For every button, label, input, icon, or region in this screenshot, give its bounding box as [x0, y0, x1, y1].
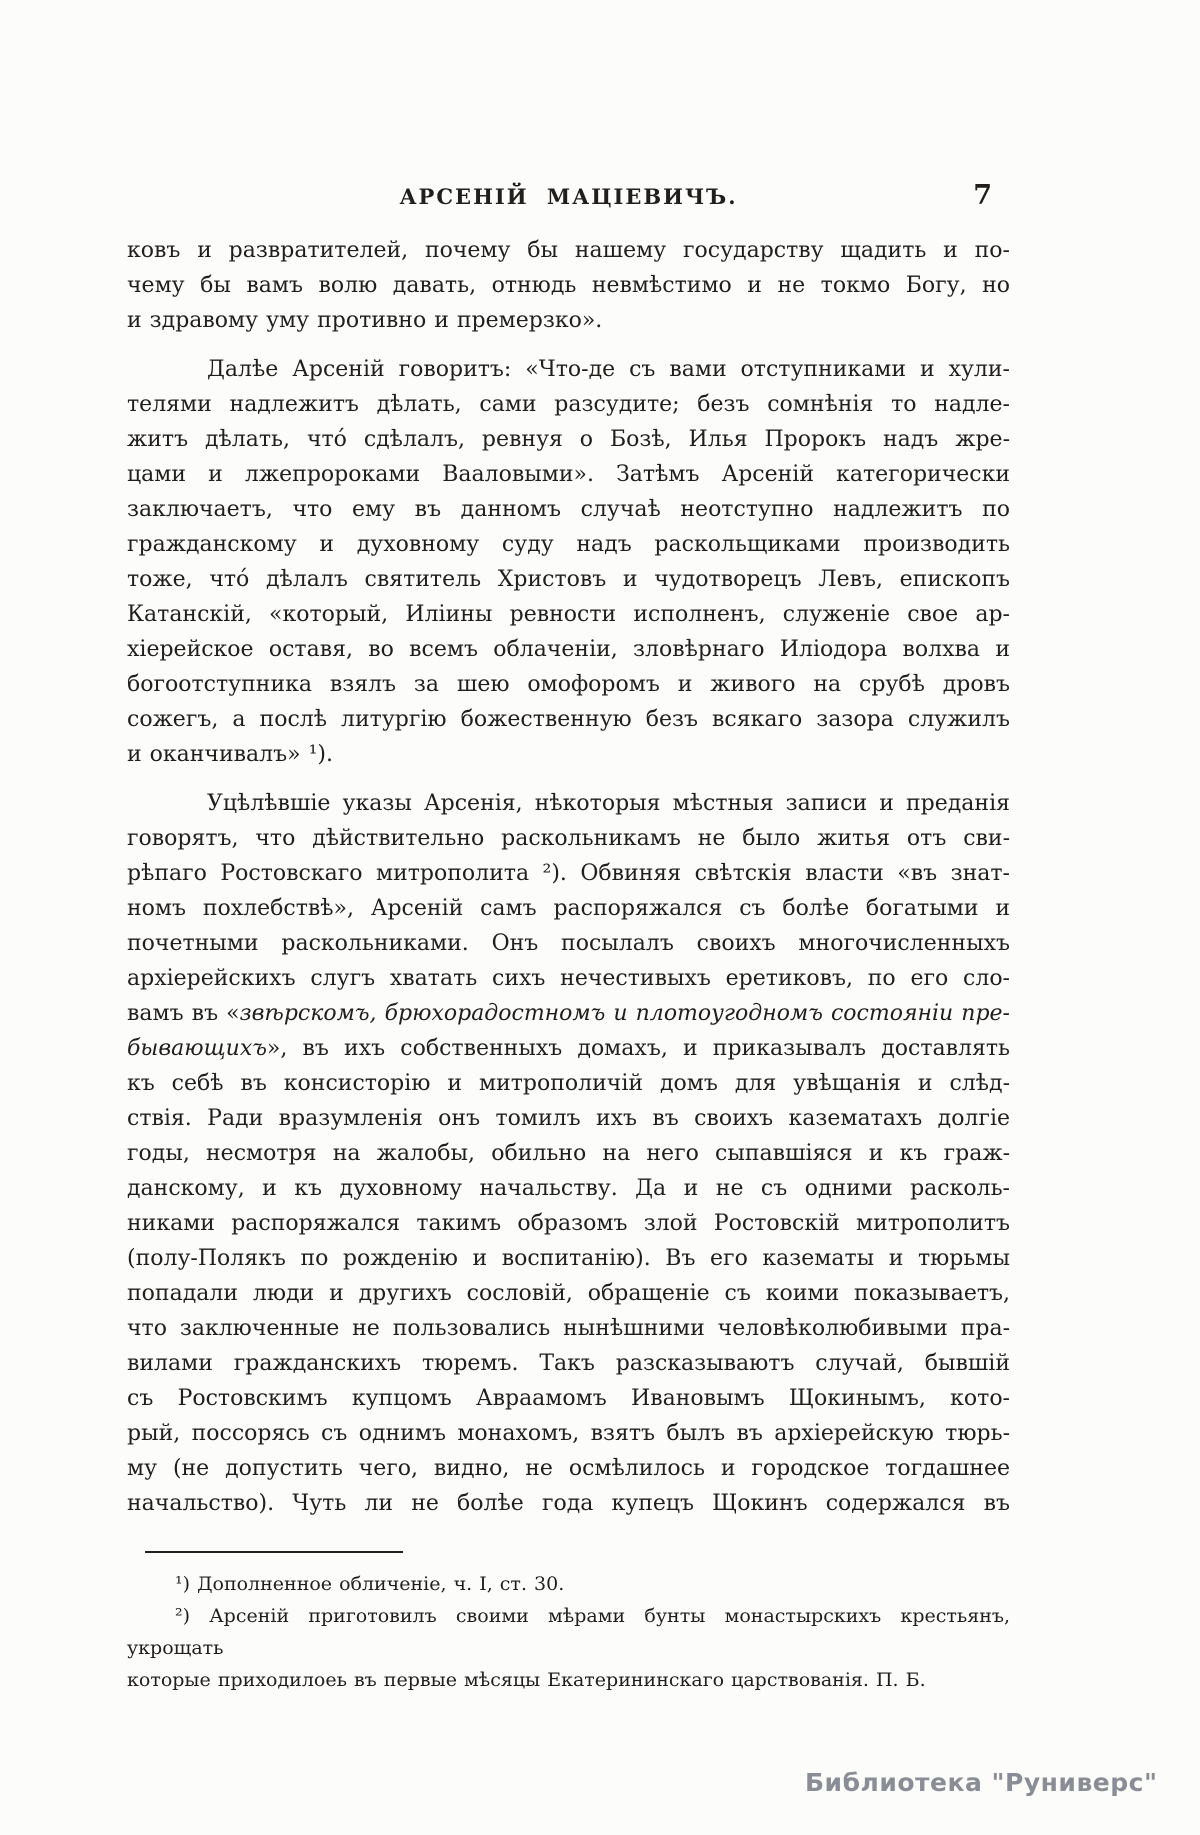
text-segment: вамъ въ «: [127, 1001, 240, 1026]
text-line: [127, 926, 1010, 961]
text-segment: и здравому уму противно и премерзко».: [127, 308, 603, 333]
italic-text: бывающихъ: [127, 1036, 267, 1061]
text-segment: ковъ и развратителей, почему бы нашему государству щадить и по-: [127, 238, 1010, 263]
text-line: [127, 1451, 1010, 1486]
text-segment: попадали люди и другихъ сословій, обращеніе съ коими показываетъ,: [127, 1281, 1010, 1306]
text-line: [127, 1241, 1010, 1276]
text-line: [127, 1416, 1010, 1451]
text-line: [127, 1171, 1010, 1206]
text-line: [127, 597, 1010, 632]
text-line: [127, 562, 1010, 597]
text-line: [127, 457, 1010, 492]
text-line: [127, 233, 1010, 268]
text-line: [127, 1311, 1010, 1346]
page-number: 7: [973, 180, 992, 211]
text-line: [127, 891, 1010, 926]
text-segment: Далѣе Арсеній говоритъ: «Что-де съ вами отступниками и хули-: [207, 357, 1010, 382]
text-line: [127, 856, 1010, 891]
text-line: [127, 821, 1010, 856]
text-line: [127, 961, 1010, 996]
text-line: [127, 1206, 1010, 1241]
page-header: [127, 180, 1010, 211]
text-segment: и оканчивалъ» ¹).: [127, 742, 333, 767]
text-segment: съ Ростовскимъ купцомъ Авраамомъ Ивановымъ Щокинымъ, кото-: [127, 1386, 1010, 1411]
text-line: [127, 1600, 1010, 1664]
text-segment: ¹) Дополненное обличеніе, ч. I, ст. 30.: [175, 1573, 565, 1595]
text-segment: ²) Арсеній приготовилъ своими мѣрами бунты монастырскихъ крестьянъ, укрощать: [127, 1605, 1010, 1659]
text-line: [127, 1346, 1010, 1381]
text-line: [127, 1066, 1010, 1101]
text-segment: почетными раскольниками. Онъ посылалъ своихъ многочисленныхъ: [127, 931, 1010, 956]
text-segment: гражданскому и духовному суду надъ раскольщиками производить: [127, 532, 1010, 557]
text-segment: чему бы вамъ волю давать, отнюдь невмѣстимо и не токмо Богу, но: [127, 273, 1010, 298]
text-line: [127, 1568, 1010, 1600]
footnote-divider: [145, 1551, 403, 1553]
text-segment: никами распоряжался такимъ образомъ злой Ростовскій митрополитъ: [127, 1211, 1010, 1236]
footnotes: [127, 1568, 1010, 1696]
text-line: [127, 1486, 1010, 1521]
text-segment: номъ похлебствѣ», Арсеній самъ распоряжался съ болѣе богатыми и: [127, 896, 1010, 921]
text-segment: цами и лжепророками Вааловыми». Затѣмъ Арсеній категорически: [127, 462, 1010, 487]
text-line: [127, 1031, 1010, 1066]
italic-text: звѣрскомъ, брюхорадостномъ и плотоугодномъ состояніи пре-: [239, 1001, 1010, 1026]
text-line: [127, 1276, 1010, 1311]
text-line: [127, 1664, 1010, 1696]
text-segment: къ себѣ въ консисторію и митрополичій домъ для увѣщанія и слѣд-: [127, 1071, 1010, 1096]
text-segment: ствія. Ради вразумленія онъ томилъ ихъ въ своихъ казематахъ долгіе: [127, 1106, 1010, 1131]
text-segment: богоотступника взялъ за шею омофоромъ и живого на срубѣ дровъ: [127, 672, 1010, 697]
text-segment: годы, несмотря на жалобы, обильно на него сыпавшіяся и къ граж-: [127, 1141, 1010, 1166]
text-line: [127, 422, 1010, 457]
library-watermark: Библиотека "Руниверс": [805, 1768, 1158, 1797]
text-line: [127, 387, 1010, 422]
text-segment: сожегъ, а послѣ литургію божественную безъ всякаго зазора служилъ: [127, 707, 1010, 732]
text-segment: Катанскій, «который, Иліины ревности исполненъ, служеніе свое ар-: [127, 602, 1010, 627]
running-title: АРСЕНІЙ МАЦІЕВИЧЪ.: [399, 184, 738, 209]
text-line: [127, 303, 1010, 338]
text-segment: заключаетъ, что ему въ данномъ случаѣ неотступно надлежитъ по: [127, 497, 1010, 522]
text-line: [127, 492, 1010, 527]
paragraph: [127, 786, 1010, 1521]
text-segment: рый, поссорясь съ однимъ монахомъ, взятъ былъ въ архіерейскую тюрь-: [127, 1421, 1010, 1446]
text-segment: (полу-Полякъ по рожденію и воспитанію). Въ его казематы и тюрьмы: [127, 1246, 1010, 1271]
text-segment: му (не допустить чего, видно, не осмѣлилось и городское тогдашнее: [127, 1456, 1010, 1481]
paragraph: [127, 233, 1010, 338]
text-segment: которые приходилоеь въ первые мѣсяцы Екатерининскаго царствованія. П. Б.: [127, 1669, 926, 1691]
text-line: [127, 527, 1010, 562]
text-segment: что заключенные не пользовались нынѣшними человѣколюбивыми пра-: [127, 1316, 1010, 1341]
text-segment: тоже, что́ дѣлалъ святитель Христовъ и чудотворецъ Левъ, епископъ: [127, 567, 1010, 592]
text-segment: данскому, и къ духовному начальству. Да и не съ одними расколь-: [127, 1176, 1010, 1201]
text-segment: хіерейское оставя, во всемъ облаченіи, зловѣрнаго Иліодора волхва и: [127, 637, 1010, 662]
text-line: [127, 737, 1010, 772]
text-segment: Уцѣлѣвшіе указы Арсенія, нѣкоторыя мѣстныя записи и преданія: [207, 791, 1010, 816]
text-segment: говорятъ, что дѣйствительно раскольникамъ не было житья отъ сви-: [127, 826, 1010, 851]
text-line: [127, 1136, 1010, 1171]
text-segment: », въ ихъ собственныхъ домахъ, и приказывалъ доставлять: [266, 1036, 1010, 1061]
text-line: [127, 996, 1010, 1031]
text-line: [127, 352, 1010, 387]
text-segment: начальство). Чуть ли не болѣе года купецъ Щокинъ содержался въ: [127, 1491, 1010, 1516]
text-line: [127, 786, 1010, 821]
text-segment: вилами гражданскихъ тюремъ. Такъ разсказываютъ случай, бывшій: [127, 1351, 1010, 1376]
text-segment: житъ дѣлать, что́ сдѣлалъ, ревнуя о Бозѣ, Илья Пророкъ надъ жре-: [127, 427, 1010, 452]
text-line: [127, 702, 1010, 737]
text-line: [127, 1381, 1010, 1416]
text-segment: архіерейскихъ слугъ хватать сихъ нечестивыхъ еретиковъ, по его сло-: [127, 966, 1010, 991]
text-segment: телями надлежитъ дѣлать, сами разсудите; безъ сомнѣнія то надле-: [127, 392, 1010, 417]
text-line: [127, 667, 1010, 702]
text-line: [127, 268, 1010, 303]
body-text: [127, 233, 1010, 1521]
text-line: [127, 1101, 1010, 1136]
text-segment: рѣпаго Ростовскаго митрополита ²). Обвиняя свѣтскія власти «въ знат-: [127, 861, 1010, 886]
paragraph: [127, 352, 1010, 772]
text-line: [127, 632, 1010, 667]
